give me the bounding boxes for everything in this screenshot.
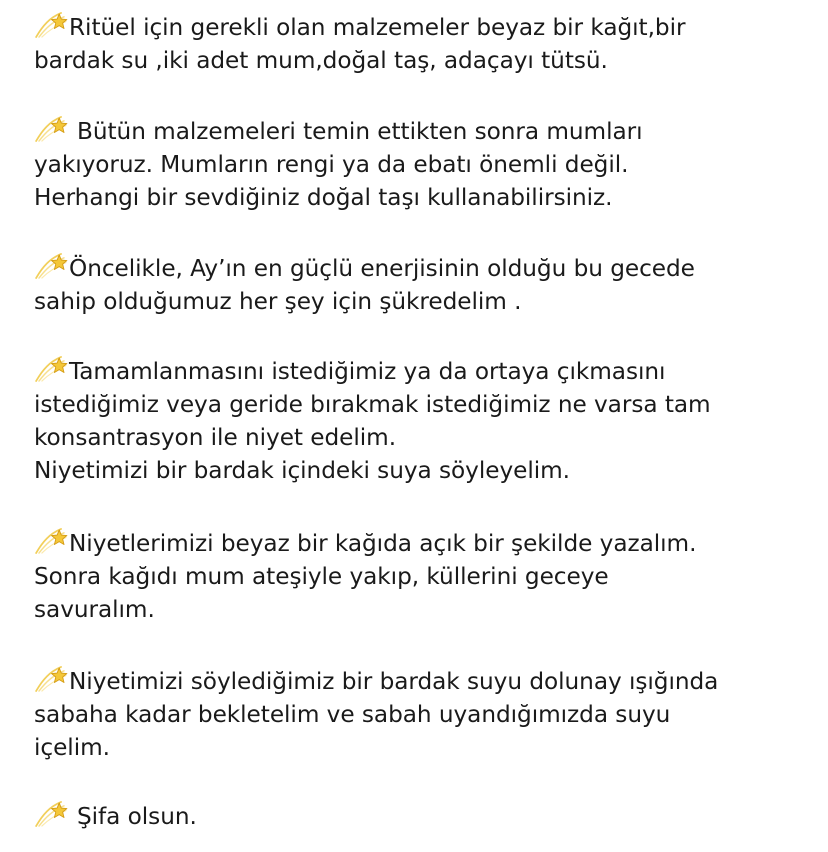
text-line: Herhangi bir sevdiğiniz doğal taşı kullanabilirsiniz. xyxy=(34,184,613,211)
dizzy-star-icon xyxy=(34,356,69,382)
paragraph-materials xyxy=(34,11,808,77)
text-line: istediğimiz veya geride bırakmak istediğimiz ne varsa tam xyxy=(34,391,711,418)
text-line: Şifa olsun. xyxy=(34,800,808,833)
paragraph-gratitude xyxy=(34,252,808,318)
dizzy-star-icon xyxy=(34,12,69,38)
dizzy-star-icon xyxy=(34,253,69,279)
paragraph-preparation xyxy=(34,115,808,214)
text-line: savuralım. xyxy=(34,596,155,623)
text-line: konsantrasyon ile niyet edelim. xyxy=(34,424,397,451)
text-line: Niyetlerimizi beyaz bir kağıda açık bir şekilde yazalım. xyxy=(34,527,808,560)
dizzy-star-icon xyxy=(34,801,69,827)
text-line: bardak su ,iki adet mum,doğal taş, adaçayı tütsü. xyxy=(34,47,608,74)
text-line: Niyetimizi söylediğimiz bir bardak suyu dolunay ışığında xyxy=(34,665,808,698)
dizzy-star-icon xyxy=(34,666,69,692)
text-line: sahip olduğumuz her şey için şükredelim . xyxy=(34,288,522,315)
text-line: içelim. xyxy=(34,734,110,761)
text-line: Ritüel için gerekli olan malzemeler beyaz bir kağıt,bir xyxy=(34,11,808,44)
text-line: Öncelikle, Ay’ın en güçlü enerjisinin olduğu bu gecede xyxy=(34,252,808,285)
dizzy-star-icon xyxy=(34,528,69,554)
text-line: Niyetimizi bir bardak içindeki suya söyleyelim. xyxy=(34,457,570,484)
text-line: Tamamlanmasını istediğimiz ya da ortaya çıkmasını xyxy=(34,355,808,388)
text-line: sabaha kadar bekletelim ve sabah uyandığımızda suyu xyxy=(34,701,671,728)
paragraph-closing xyxy=(34,800,808,833)
paragraph-intention xyxy=(34,355,808,487)
dizzy-star-icon xyxy=(34,116,69,142)
text-line: Sonra kağıdı mum ateşiyle yakıp, küllerini geceye xyxy=(34,563,609,590)
text-line: yakıyoruz. Mumların rengi ya da ebatı önemli değil. xyxy=(34,151,629,178)
paragraph-moonlight-water xyxy=(34,665,808,764)
text-line: Bütün malzemeleri temin ettikten sonra mumları xyxy=(34,115,808,148)
paragraph-writing xyxy=(34,527,808,626)
